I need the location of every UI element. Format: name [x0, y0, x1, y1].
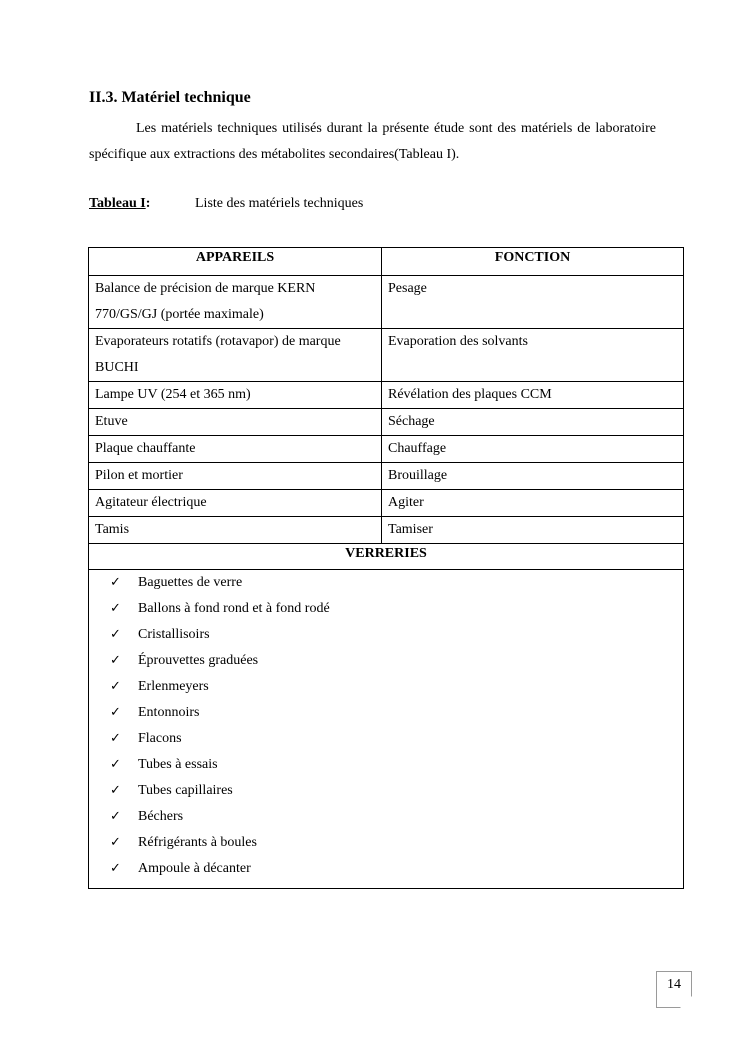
check-mark-icon: ✓: [110, 809, 121, 824]
table-row: [89, 517, 684, 544]
fonction-cell: Séchage: [382, 409, 684, 436]
list-item-label: Béchers: [138, 809, 184, 824]
appareil-cell: Tamis: [89, 517, 382, 544]
caption-colon: :: [145, 196, 151, 211]
list-item-label: Éprouvettes graduées: [138, 653, 259, 668]
materials-table: [88, 247, 684, 889]
check-mark-icon: ✓: [110, 601, 121, 616]
check-mark-icon: ✓: [110, 757, 121, 772]
list-item: [110, 622, 683, 648]
verreries-list: [89, 570, 683, 882]
header-fonction: FONCTION: [382, 248, 684, 276]
fonction-cell: Brouillage: [382, 463, 684, 490]
list-item: [110, 856, 683, 882]
page-number: 14: [667, 977, 681, 992]
check-mark-icon: ✓: [110, 783, 121, 798]
check-mark-icon: ✓: [110, 575, 121, 590]
list-item-label: Baguettes de verre: [138, 575, 243, 590]
verreries-header-row: [89, 544, 684, 570]
check-mark-icon: ✓: [110, 653, 121, 668]
table-row: [89, 463, 684, 490]
appareil-cell: Agitateur électrique: [89, 490, 382, 517]
list-item-label: Entonnoirs: [138, 705, 200, 720]
list-item: [110, 778, 683, 804]
list-item-label: Flacons: [138, 731, 182, 746]
caption-label-text: Tableau I: [89, 196, 146, 211]
table-caption: [89, 196, 364, 212]
check-mark-icon: ✓: [110, 705, 121, 720]
list-item: [110, 830, 683, 856]
table-row: [89, 382, 684, 409]
appareil-cell: Evaporateurs rotatifs (rotavapor) de marque BUCHI: [89, 329, 382, 382]
appareil-cell: Lampe UV (254 et 365 nm): [89, 382, 382, 409]
fonction-cell: Agiter: [382, 490, 684, 517]
list-item: [110, 674, 683, 700]
list-item-label: Ballons à fond rond et à fond rodé: [138, 601, 330, 616]
list-item-label: Cristallisoirs: [138, 627, 210, 642]
verreries-cell: [89, 570, 684, 889]
table-header-row: [89, 248, 684, 276]
section-heading: II.3. Matériel technique: [89, 89, 251, 106]
list-item: [110, 804, 683, 830]
table-row: [89, 436, 684, 463]
caption-title: Liste des matériels techniques: [195, 196, 364, 211]
table-body: [89, 276, 684, 544]
list-item-label: Ampoule à décanter: [138, 861, 251, 876]
table-row: [89, 490, 684, 517]
fonction-cell: Révélation des plaques CCM: [382, 382, 684, 409]
fonction-cell: Chauffage: [382, 436, 684, 463]
list-item: [110, 648, 683, 674]
list-item: [110, 596, 683, 622]
list-item-label: Tubes capillaires: [138, 783, 233, 798]
check-mark-icon: ✓: [110, 731, 121, 746]
list-item: [110, 752, 683, 778]
appareil-cell: Plaque chauffante: [89, 436, 382, 463]
table-row: [89, 329, 684, 382]
check-mark-icon: ✓: [110, 627, 121, 642]
caption-label: [89, 196, 150, 211]
check-mark-icon: ✓: [110, 679, 121, 694]
page-fold-corner: [680, 996, 692, 1008]
appareil-cell: Balance de précision de marque KERN 770/GS/GJ (portée maximale): [89, 276, 382, 329]
table-row: [89, 409, 684, 436]
verreries-list-row: [89, 570, 684, 889]
check-mark-icon: ✓: [110, 835, 121, 850]
table-row: [89, 276, 684, 329]
intro-paragraph: Les matériels techniques utilisés durant la présente étude sont des matériels de laboratoire spécifique aux extractions des métabolites secondaires(Tableau I).: [89, 121, 656, 162]
list-item-label: Erlenmeyers: [138, 679, 209, 694]
fonction-cell: Evaporation des solvants: [382, 329, 684, 382]
fonction-cell: Tamiser: [382, 517, 684, 544]
header-appareils: APPAREILS: [89, 248, 382, 276]
appareil-cell: Pilon et mortier: [89, 463, 382, 490]
fonction-cell: Pesage: [382, 276, 684, 329]
list-item: [110, 570, 683, 596]
list-item-label: Réfrigérants à boules: [138, 835, 257, 850]
check-mark-icon: ✓: [110, 861, 121, 876]
appareil-cell: Etuve: [89, 409, 382, 436]
list-item-label: Tubes à essais: [138, 757, 218, 772]
verreries-heading: VERRERIES: [89, 544, 684, 570]
page-number-box: [656, 971, 692, 1008]
list-item: [110, 700, 683, 726]
list-item: [110, 726, 683, 752]
